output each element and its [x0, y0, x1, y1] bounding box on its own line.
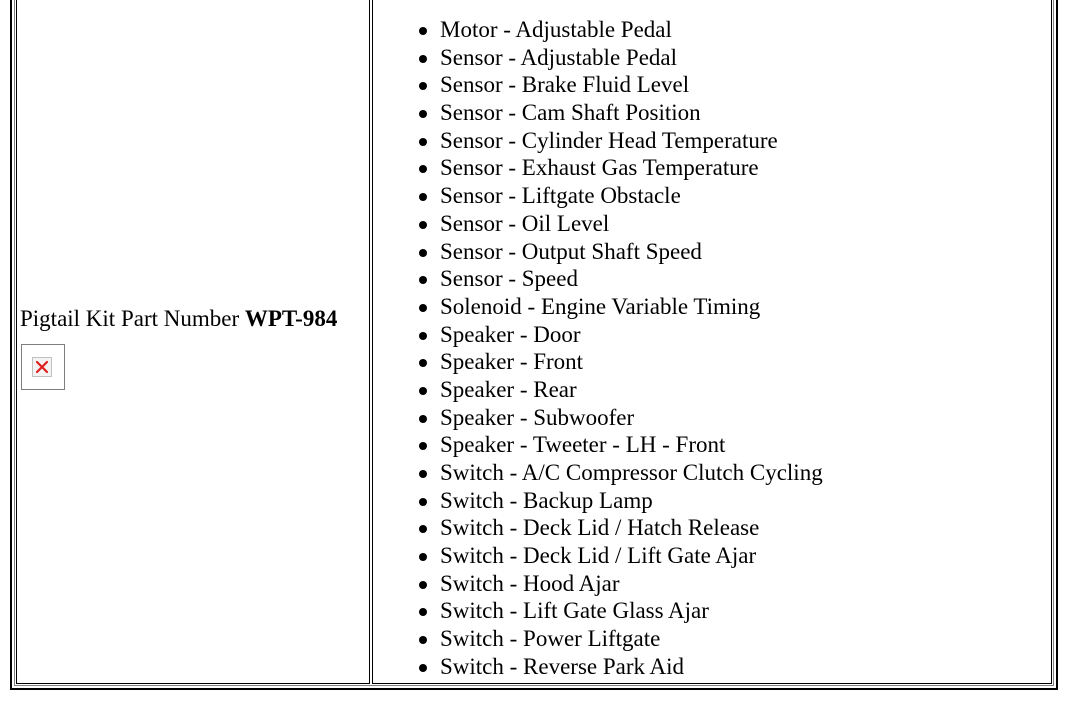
- broken-image-icon: [21, 344, 65, 390]
- list-item: [373, 127, 823, 155]
- list-item-label: Switch - Reverse Park Aid: [440, 653, 685, 679]
- list-item-label: Sensor - Cam Shaft Position: [440, 100, 701, 126]
- bullet-icon: [419, 332, 427, 340]
- list-item-label: Sensor - Adjustable Pedal: [440, 44, 677, 70]
- list-item-label: Switch - Deck Lid / Hatch Release: [440, 515, 760, 541]
- bullet-icon: [419, 249, 427, 257]
- bullet-icon: [419, 304, 427, 312]
- bullet-icon: [419, 276, 427, 284]
- bullet-icon: [419, 82, 427, 90]
- list-item: [373, 71, 823, 99]
- list-item: [373, 653, 823, 681]
- list-item: [373, 44, 823, 72]
- list-item-label: Switch - Lift Gate Glass Ajar: [440, 598, 709, 624]
- list-item: [373, 431, 823, 459]
- list-item-label: Sensor - Liftgate Obstacle: [440, 183, 681, 209]
- list-item: [373, 99, 823, 127]
- list-item: [373, 625, 823, 653]
- list-item: [373, 514, 823, 542]
- parts-table: [10, 0, 1058, 690]
- list-item-label: Sensor - Brake Fluid Level: [440, 72, 690, 98]
- list-item-label: Switch - A/C Compressor Clutch Cycling: [440, 460, 823, 485]
- list-item: [373, 16, 823, 44]
- list-item-label: Sensor - Speed: [440, 266, 578, 292]
- applications-cell: [372, 0, 1052, 684]
- bullet-icon: [419, 608, 427, 616]
- bullet-icon: [419, 387, 427, 395]
- list-item-label: Speaker - Tweeter - LH - Front: [440, 432, 726, 458]
- bullet-icon: [419, 221, 427, 229]
- list-item: [373, 404, 823, 432]
- applications-list: [373, 16, 823, 681]
- list-item: [373, 459, 823, 487]
- list-item: [373, 210, 823, 238]
- part-number-cell: [16, 0, 370, 684]
- list-item-label: Switch - Hood Ajar: [440, 570, 620, 596]
- list-item: [373, 376, 823, 404]
- list-item: [373, 542, 823, 570]
- list-item: [373, 265, 823, 293]
- bullet-icon: [419, 359, 427, 367]
- bullet-icon: [419, 581, 427, 589]
- list-item: [373, 597, 823, 625]
- list-item: [373, 182, 823, 210]
- bullet-icon: [419, 553, 427, 561]
- list-item-label: Sensor - Exhaust Gas Temperature: [440, 155, 759, 181]
- list-item-label: Solenoid - Engine Variable Timing: [440, 293, 761, 319]
- list-item-label: Switch - Power Liftgate: [440, 626, 661, 652]
- list-item-label: Sensor - Output Shaft Speed: [440, 238, 702, 264]
- list-item-label: Sensor - Cylinder Head Temperature: [440, 127, 778, 153]
- list-item-label: Sensor - Oil Level: [440, 210, 610, 236]
- part-number-caption: [20, 306, 337, 332]
- bullet-icon: [419, 636, 427, 644]
- broken-image-frame: [32, 357, 52, 377]
- list-item: [373, 293, 823, 321]
- list-item: [373, 487, 823, 515]
- list-item: [373, 570, 823, 598]
- list-item: [373, 238, 823, 266]
- list-item-label: Speaker - Rear: [440, 376, 577, 402]
- bullet-icon: [419, 525, 427, 533]
- list-item-label: Switch - Backup Lamp: [440, 487, 653, 513]
- list-item: [373, 321, 823, 349]
- bullet-icon: [419, 165, 427, 173]
- bullet-icon: [419, 27, 427, 35]
- bullet-icon: [419, 470, 427, 478]
- bullet-icon: [419, 664, 427, 672]
- list-item: [373, 348, 823, 376]
- list-item-label: Motor - Adjustable Pedal: [440, 17, 672, 42]
- bullet-icon: [419, 110, 427, 118]
- bullet-icon: [419, 498, 427, 506]
- red-x-icon: [33, 358, 51, 376]
- bullet-icon: [419, 55, 427, 63]
- bullet-icon: [419, 442, 427, 450]
- part-number-value: WPT-984: [244, 306, 338, 331]
- bullet-icon: [419, 415, 427, 423]
- list-item-label: Speaker - Door: [440, 321, 581, 347]
- list-item: [373, 154, 823, 182]
- list-item-label: Switch - Deck Lid / Lift Gate Ajar: [440, 543, 757, 569]
- part-number-label: Pigtail Kit Part Number: [20, 306, 245, 331]
- bullet-icon: [419, 138, 427, 146]
- list-item-label: Speaker - Front: [440, 349, 584, 375]
- bullet-icon: [419, 193, 427, 201]
- list-item-label: Speaker - Subwoofer: [440, 404, 635, 430]
